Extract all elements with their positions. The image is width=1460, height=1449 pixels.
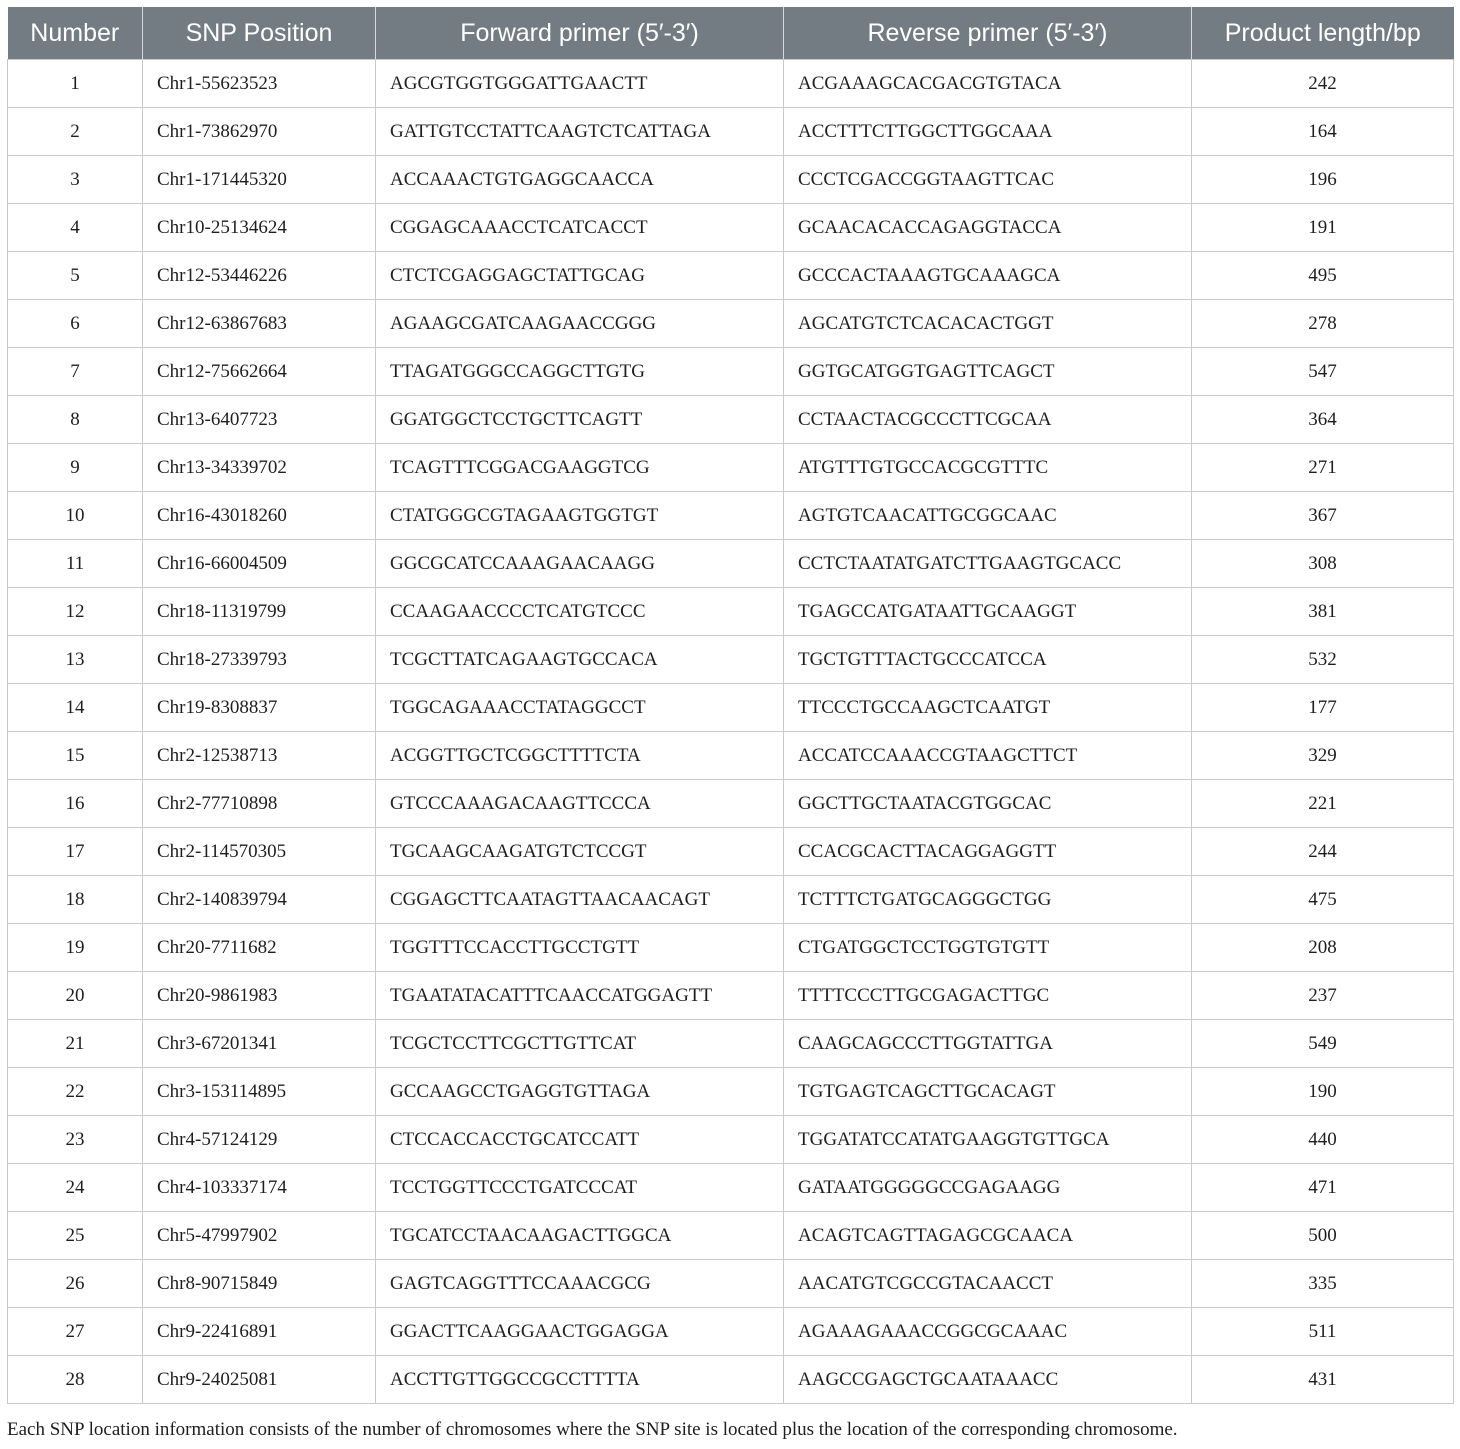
cell-forward-primer: GGCGCATCCAAAGAACAAGG xyxy=(376,540,784,588)
cell-number: 22 xyxy=(8,1068,143,1116)
table-row xyxy=(8,156,1454,204)
primer-table xyxy=(7,7,1454,1404)
cell-number: 14 xyxy=(8,684,143,732)
cell-number: 20 xyxy=(8,972,143,1020)
cell-snp-position: Chr20-7711682 xyxy=(143,924,376,972)
cell-number: 16 xyxy=(8,780,143,828)
cell-snp-position: Chr2-12538713 xyxy=(143,732,376,780)
table-row xyxy=(8,108,1454,156)
header-number: Number xyxy=(8,7,143,60)
cell-reverse-primer: TTTTCCCTTGCGAGACTTGC xyxy=(784,972,1192,1020)
cell-product-length: 547 xyxy=(1192,348,1454,396)
cell-reverse-primer: ACAGTCAGTTAGAGCGCAACA xyxy=(784,1212,1192,1260)
cell-number: 12 xyxy=(8,588,143,636)
cell-forward-primer: GTCCCAAAGACAAGTTCCCA xyxy=(376,780,784,828)
cell-product-length: 278 xyxy=(1192,300,1454,348)
cell-reverse-primer: GCAACACACCAGAGGTACCA xyxy=(784,204,1192,252)
cell-product-length: 440 xyxy=(1192,1116,1454,1164)
cell-reverse-primer: AGCATGTCTCACACACTGGT xyxy=(784,300,1192,348)
header-reverse-primer: Reverse primer (5′-3′) xyxy=(784,7,1192,60)
table-row xyxy=(8,876,1454,924)
cell-product-length: 242 xyxy=(1192,60,1454,108)
cell-forward-primer: AGAAGCGATCAAGAACCGGG xyxy=(376,300,784,348)
cell-number: 8 xyxy=(8,396,143,444)
table-row xyxy=(8,924,1454,972)
cell-reverse-primer: TGTGAGTCAGCTTGCACAGT xyxy=(784,1068,1192,1116)
cell-number: 19 xyxy=(8,924,143,972)
table-row xyxy=(8,828,1454,876)
cell-product-length: 500 xyxy=(1192,1212,1454,1260)
table-row xyxy=(8,684,1454,732)
cell-reverse-primer: ACCTTTCTTGGCTTGGCAAA xyxy=(784,108,1192,156)
cell-forward-primer: GATTGTCCTATTCAAGTCTCATTAGA xyxy=(376,108,784,156)
cell-product-length: 208 xyxy=(1192,924,1454,972)
table-row xyxy=(8,1356,1454,1404)
cell-snp-position: Chr1-73862970 xyxy=(143,108,376,156)
table-row xyxy=(8,732,1454,780)
table-row xyxy=(8,300,1454,348)
table-row xyxy=(8,1212,1454,1260)
cell-number: 10 xyxy=(8,492,143,540)
cell-product-length: 532 xyxy=(1192,636,1454,684)
cell-number: 9 xyxy=(8,444,143,492)
cell-reverse-primer: AGTGTCAACATTGCGGCAAC xyxy=(784,492,1192,540)
cell-snp-position: Chr20-9861983 xyxy=(143,972,376,1020)
cell-product-length: 244 xyxy=(1192,828,1454,876)
cell-reverse-primer: CCTAACTACGCCCTTCGCAA xyxy=(784,396,1192,444)
table-body xyxy=(8,60,1454,1404)
header-row xyxy=(8,7,1454,60)
cell-reverse-primer: TGGATATCCATATGAAGGTGTTGCA xyxy=(784,1116,1192,1164)
table-row xyxy=(8,1020,1454,1068)
cell-forward-primer: ACCTTGTTGGCCGCCTTTTA xyxy=(376,1356,784,1404)
cell-reverse-primer: GGCTTGCTAATACGTGGCAC xyxy=(784,780,1192,828)
cell-forward-primer: CGGAGCAAACCTCATCACCT xyxy=(376,204,784,252)
cell-number: 1 xyxy=(8,60,143,108)
table-row xyxy=(8,1260,1454,1308)
cell-snp-position: Chr12-75662664 xyxy=(143,348,376,396)
header-forward-primer: Forward primer (5′-3′) xyxy=(376,7,784,60)
cell-snp-position: Chr2-140839794 xyxy=(143,876,376,924)
table-row xyxy=(8,1308,1454,1356)
cell-product-length: 511 xyxy=(1192,1308,1454,1356)
cell-forward-primer: TGGCAGAAACCTATAGGCCT xyxy=(376,684,784,732)
cell-number: 26 xyxy=(8,1260,143,1308)
cell-snp-position: Chr13-6407723 xyxy=(143,396,376,444)
cell-reverse-primer: ATGTTTGTGCCACGCGTTTC xyxy=(784,444,1192,492)
cell-forward-primer: ACCAAACTGTGAGGCAACCA xyxy=(376,156,784,204)
cell-forward-primer: CCAAGAACCCCTCATGTCCC xyxy=(376,588,784,636)
table-header xyxy=(8,7,1454,60)
cell-forward-primer: GGATGGCTCCTGCTTCAGTT xyxy=(376,396,784,444)
cell-forward-primer: AGCGTGGTGGGATTGAACTT xyxy=(376,60,784,108)
cell-snp-position: Chr3-67201341 xyxy=(143,1020,376,1068)
table-row xyxy=(8,444,1454,492)
cell-snp-position: Chr10-25134624 xyxy=(143,204,376,252)
cell-product-length: 237 xyxy=(1192,972,1454,1020)
header-product-length: Product length/bp xyxy=(1192,7,1454,60)
cell-product-length: 271 xyxy=(1192,444,1454,492)
cell-snp-position: Chr2-114570305 xyxy=(143,828,376,876)
table-row xyxy=(8,588,1454,636)
cell-reverse-primer: CCACGCACTTACAGGAGGTT xyxy=(784,828,1192,876)
cell-snp-position: Chr4-57124129 xyxy=(143,1116,376,1164)
table-row xyxy=(8,204,1454,252)
cell-reverse-primer: GGTGCATGGTGAGTTCAGCT xyxy=(784,348,1192,396)
cell-number: 27 xyxy=(8,1308,143,1356)
cell-number: 15 xyxy=(8,732,143,780)
cell-product-length: 471 xyxy=(1192,1164,1454,1212)
table-row xyxy=(8,396,1454,444)
cell-snp-position: Chr9-22416891 xyxy=(143,1308,376,1356)
cell-reverse-primer: ACGAAAGCACGACGTGTACA xyxy=(784,60,1192,108)
cell-number: 6 xyxy=(8,300,143,348)
cell-forward-primer: TGAATATACATTTCAACCATGGAGTT xyxy=(376,972,784,1020)
cell-number: 2 xyxy=(8,108,143,156)
cell-forward-primer: CTCTCGAGGAGCTATTGCAG xyxy=(376,252,784,300)
cell-snp-position: Chr1-55623523 xyxy=(143,60,376,108)
cell-forward-primer: TTAGATGGGCCAGGCTTGTG xyxy=(376,348,784,396)
cell-forward-primer: GCCAAGCCTGAGGTGTTAGA xyxy=(376,1068,784,1116)
cell-forward-primer: CTATGGGCGTAGAAGTGGTGT xyxy=(376,492,784,540)
cell-product-length: 549 xyxy=(1192,1020,1454,1068)
cell-reverse-primer: TCTTTCTGATGCAGGGCTGG xyxy=(784,876,1192,924)
cell-snp-position: Chr3-153114895 xyxy=(143,1068,376,1116)
cell-snp-position: Chr18-27339793 xyxy=(143,636,376,684)
cell-forward-primer: ACGGTTGCTCGGCTTTTCTA xyxy=(376,732,784,780)
cell-number: 3 xyxy=(8,156,143,204)
cell-forward-primer: GAGTCAGGTTTCCAAACGCG xyxy=(376,1260,784,1308)
cell-number: 13 xyxy=(8,636,143,684)
cell-number: 21 xyxy=(8,1020,143,1068)
cell-snp-position: Chr19-8308837 xyxy=(143,684,376,732)
cell-forward-primer: CTCCACCACCTGCATCCATT xyxy=(376,1116,784,1164)
cell-number: 17 xyxy=(8,828,143,876)
table-row xyxy=(8,1116,1454,1164)
table-row xyxy=(8,540,1454,588)
cell-reverse-primer: CTGATGGCTCCTGGTGTGTT xyxy=(784,924,1192,972)
cell-product-length: 329 xyxy=(1192,732,1454,780)
cell-snp-position: Chr1-171445320 xyxy=(143,156,376,204)
cell-reverse-primer: AAGCCGAGCTGCAATAAACC xyxy=(784,1356,1192,1404)
cell-number: 4 xyxy=(8,204,143,252)
cell-number: 7 xyxy=(8,348,143,396)
cell-product-length: 190 xyxy=(1192,1068,1454,1116)
cell-reverse-primer: AACATGTCGCCGTACAACCT xyxy=(784,1260,1192,1308)
table-row xyxy=(8,492,1454,540)
cell-snp-position: Chr8-90715849 xyxy=(143,1260,376,1308)
cell-forward-primer: TGCAAGCAAGATGTCTCCGT xyxy=(376,828,784,876)
cell-reverse-primer: GCCCACTAAAGTGCAAAGCA xyxy=(784,252,1192,300)
cell-snp-position: Chr12-53446226 xyxy=(143,252,376,300)
cell-reverse-primer: GATAATGGGGGCCGAGAAGG xyxy=(784,1164,1192,1212)
table-row xyxy=(8,780,1454,828)
cell-snp-position: Chr9-24025081 xyxy=(143,1356,376,1404)
table-row xyxy=(8,348,1454,396)
cell-reverse-primer: TGCTGTTTACTGCCCATCCA xyxy=(784,636,1192,684)
cell-reverse-primer: AGAAAGAAACCGGCGCAAAC xyxy=(784,1308,1192,1356)
cell-reverse-primer: CCCTCGACCGGTAAGTTCAC xyxy=(784,156,1192,204)
cell-reverse-primer: ACCATCCAAACCGTAAGCTTCT xyxy=(784,732,1192,780)
cell-snp-position: Chr12-63867683 xyxy=(143,300,376,348)
cell-product-length: 221 xyxy=(1192,780,1454,828)
cell-reverse-primer: TGAGCCATGATAATTGCAAGGT xyxy=(784,588,1192,636)
cell-number: 11 xyxy=(8,540,143,588)
cell-product-length: 164 xyxy=(1192,108,1454,156)
cell-product-length: 196 xyxy=(1192,156,1454,204)
table-footnote: Each SNP location information consists of the number of chromosomes where the SNP site is located plus the location of the corresponding chromosome. xyxy=(7,1419,1178,1440)
cell-number: 28 xyxy=(8,1356,143,1404)
cell-snp-position: Chr16-43018260 xyxy=(143,492,376,540)
cell-forward-primer: TGCATCCTAACAAGACTTGGCA xyxy=(376,1212,784,1260)
cell-product-length: 495 xyxy=(1192,252,1454,300)
table-row xyxy=(8,60,1454,108)
cell-snp-position: Chr16-66004509 xyxy=(143,540,376,588)
cell-forward-primer: CGGAGCTTCAATAGTTAACAACAGT xyxy=(376,876,784,924)
cell-product-length: 431 xyxy=(1192,1356,1454,1404)
header-snp-position: SNP Position xyxy=(143,7,376,60)
cell-snp-position: Chr13-34339702 xyxy=(143,444,376,492)
cell-product-length: 177 xyxy=(1192,684,1454,732)
cell-product-length: 191 xyxy=(1192,204,1454,252)
cell-forward-primer: TGGTTTCCACCTTGCCTGTT xyxy=(376,924,784,972)
cell-snp-position: Chr4-103337174 xyxy=(143,1164,376,1212)
cell-product-length: 335 xyxy=(1192,1260,1454,1308)
cell-snp-position: Chr5-47997902 xyxy=(143,1212,376,1260)
cell-forward-primer: GGACTTCAAGGAACTGGAGGA xyxy=(376,1308,784,1356)
cell-reverse-primer: CAAGCAGCCCTTGGTATTGA xyxy=(784,1020,1192,1068)
cell-forward-primer: TCAGTTTCGGACGAAGGTCG xyxy=(376,444,784,492)
cell-forward-primer: TCGCTCCTTCGCTTGTTCAT xyxy=(376,1020,784,1068)
cell-forward-primer: TCCTGGTTCCCTGATCCCAT xyxy=(376,1164,784,1212)
cell-forward-primer: TCGCTTATCAGAAGTGCCACA xyxy=(376,636,784,684)
cell-product-length: 364 xyxy=(1192,396,1454,444)
cell-product-length: 475 xyxy=(1192,876,1454,924)
cell-product-length: 381 xyxy=(1192,588,1454,636)
cell-number: 25 xyxy=(8,1212,143,1260)
cell-reverse-primer: TTCCCTGCCAAGCTCAATGT xyxy=(784,684,1192,732)
cell-snp-position: Chr18-11319799 xyxy=(143,588,376,636)
primer-table-container xyxy=(7,7,1453,1404)
cell-reverse-primer: CCTCTAATATGATCTTGAAGTGCACC xyxy=(784,540,1192,588)
cell-product-length: 367 xyxy=(1192,492,1454,540)
table-row xyxy=(8,1068,1454,1116)
cell-number: 24 xyxy=(8,1164,143,1212)
cell-number: 18 xyxy=(8,876,143,924)
cell-number: 5 xyxy=(8,252,143,300)
cell-product-length: 308 xyxy=(1192,540,1454,588)
table-row xyxy=(8,1164,1454,1212)
cell-number: 23 xyxy=(8,1116,143,1164)
cell-snp-position: Chr2-77710898 xyxy=(143,780,376,828)
table-row xyxy=(8,972,1454,1020)
table-row xyxy=(8,636,1454,684)
table-row xyxy=(8,252,1454,300)
